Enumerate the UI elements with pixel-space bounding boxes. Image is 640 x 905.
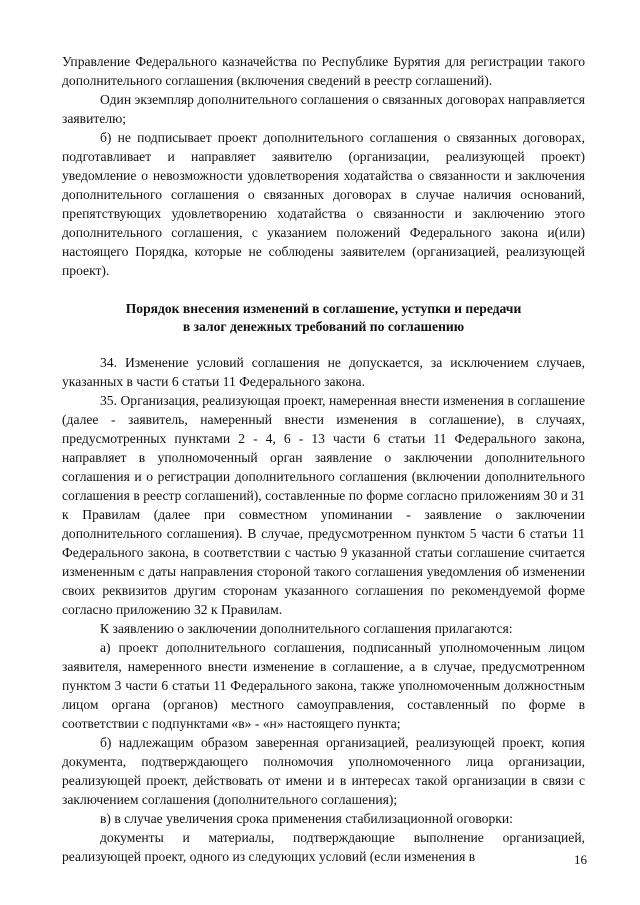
text-block-bottom: [62, 353, 585, 866]
paragraph: в) в случае увеличения срока применения стабилизационной оговорки:: [100, 811, 513, 826]
document-page: [62, 52, 585, 866]
paragraph: 34. Изменение условий соглашения не допускается, за исключением случаев, указанных в части 6 статьи 11 Федерального закона.: [62, 355, 585, 389]
paragraph: К заявлению о заключении дополнительного соглашения прилагаются:: [100, 621, 513, 636]
section-heading: [62, 300, 585, 336]
paragraph: а) проект дополнительного соглашения, подписанный уполномоченным лицом заявителя, намеренного внести изменение в соглашение, а в случае, предусмотренном пунктом 3 части 6 статьи 11 Федерального закона, также уполномоченным должностным лицом органа (органов) местного самоуправления, составленный по форме в соответствии с подпунктами «в» - «н» настоящего пункта;: [62, 640, 585, 731]
paragraph: 35. Организация, реализующая проект, намеренная внести изменения в соглашение (далее - заявитель, намеренный внести изменения в соглашение), в случаях, предусмотренных пунктами 2 - 4, 6 - 13 части 6 статьи 11 Федерального закона, направляет в уполномоченный орган заявление о заключении дополнительного соглашения и о регистрации дополнительного соглашения (включении дополнительного соглашения в реестр соглашений), составленные по форме согласно приложениям 30 и 31 к Правилам (далее при совместном упоминании - заявление о заключении дополнительного соглашения). В случае, предусмотренном пунктом 5 части 6 статьи 11 Федерального закона, в соответствии с частью 9 указанной статьи соглашение считается измененным с даты направления стороной такого соглашения уведомления об изменении своих реквизитов другим сторонам указанного соглашения по рекомендуемой форме согласно приложению 32 к Правилам.: [62, 393, 585, 617]
paragraph: б) не подписывает проект дополнительного соглашения о связанных договорах, подготавливает и направляет заявителю (организации, реализующей проект) уведомление о невозможности удовлетворения ходатайства о связанности и заключения дополнительного соглашения о связанных договорах в случае наличия оснований, препятствующих удовлетворению ходатайства о связанности и заключению этого дополнительного соглашения, с указанием положений Федерального закона и(или) настоящего Порядка, которые не соблюдены заявителем (организацией, реализующей проект).: [62, 130, 585, 278]
paragraph: Один экземпляр дополнительного соглашения о связанных договорах направляется заявителю;: [62, 92, 585, 126]
paragraph: б) надлежащим образом заверенная организацией, реализующей проект, копия документа, подтверждающего полномочия уполномоченного лица организации, реализующей проект, действовать от имени и в интересах такой организации в связи с заключением соглашения (дополнительного соглашения);: [62, 735, 585, 807]
page-number: 16: [574, 852, 587, 867]
section-heading-line-1: Порядок внесения изменений в соглашение, уступки и передачи: [125, 301, 522, 316]
text-block-top: [62, 52, 585, 280]
section-heading-line-2: в залог денежных требований по соглашению: [182, 319, 465, 334]
paragraph: документы и материалы, подтверждающие выполнение организацией, реализующей проект, одного из следующих условий (если изменения в: [62, 830, 585, 864]
paragraph: Управление Федерального казначейства по Республике Бурятия для регистрации такого дополнительного соглашения (включения сведений в реестр соглашений).: [62, 54, 585, 88]
